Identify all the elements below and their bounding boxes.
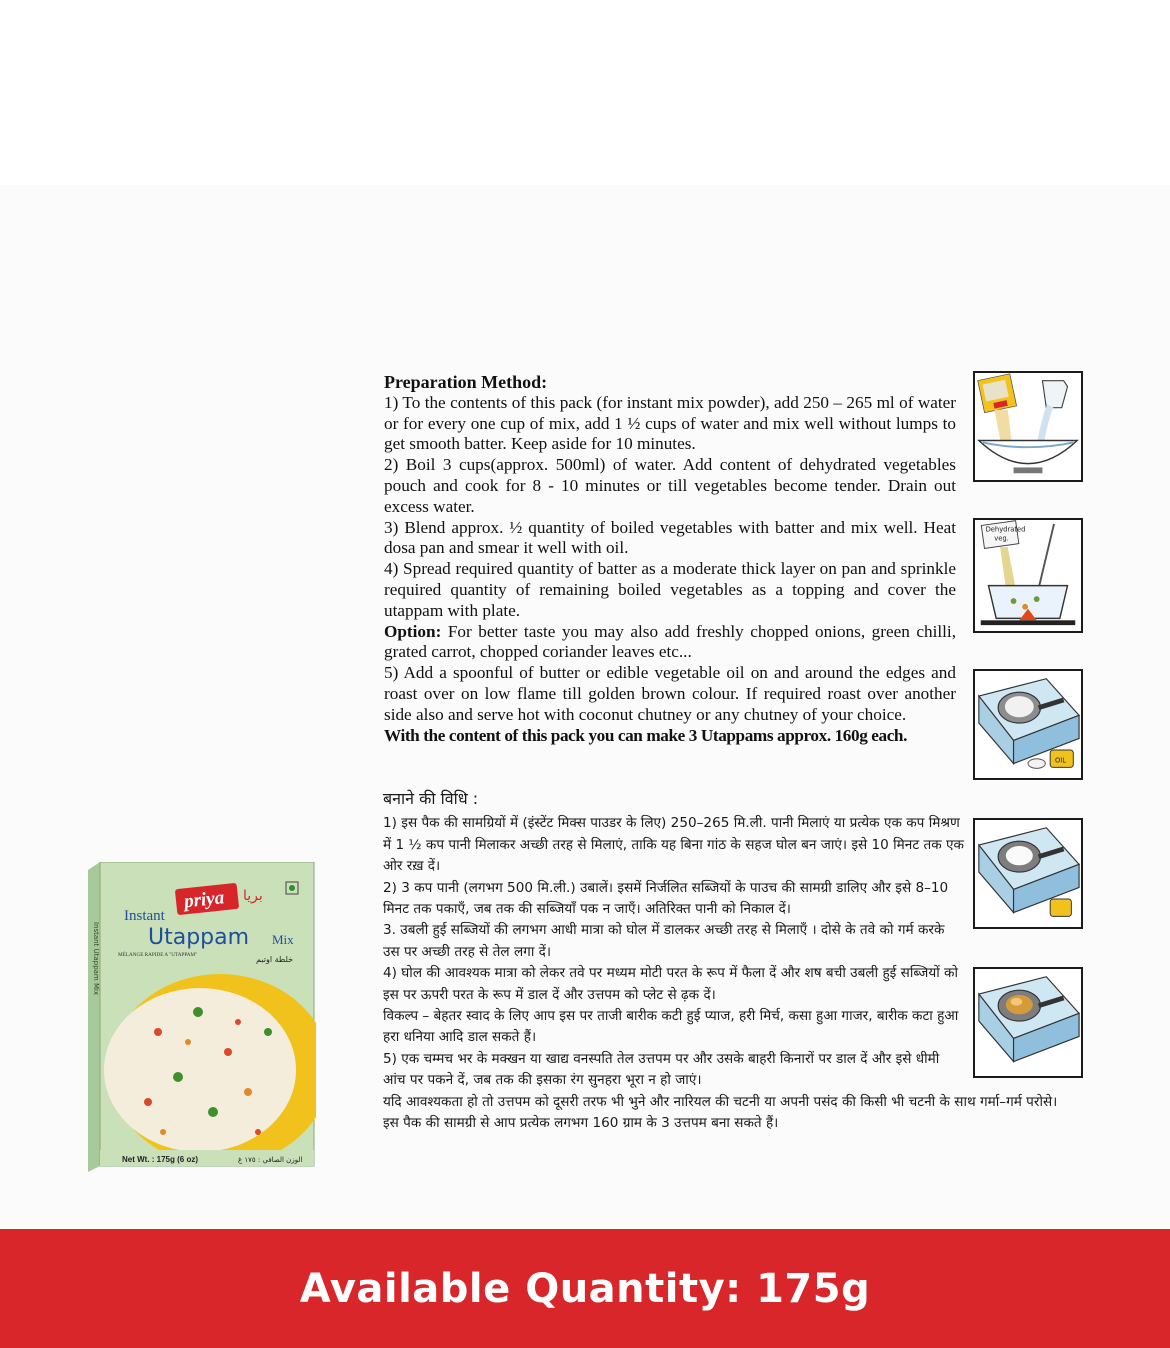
hindi-yield-note: इस पैक की सामग्री से आप प्रत्येक लगभग 160 ग्राम के 3 उत्तपम बना सकते हैं। [383,1115,779,1132]
package-net-weight: Net Wt. : 175g (6 oz) [122,1155,199,1164]
hindi-step-5: 5) एक चम्मच भर के मक्खन या खाद्य वनस्पति तेल उत्तपम पर और उसके बाहरी किनारों पर डाल दें और इसे धीमी आंच पर पकने दें, जब तक की इसका रंग सुनहरा भूरा न हो जाएं। [383,1050,940,1089]
preparation-title: Preparation Method: [384,372,548,392]
pot-boil-icon [975,520,1081,631]
option-text: For better taste you may also add freshly chopped onions, green chilli, grated carrot, chopped coriander leaves etc... [384,621,956,662]
hindi-step-2: 2) 3 कप पानी (लगभग 500 मि.ली.) उबालें। इसमें निर्जलित सब्जियों के पाउच की सामग्री डालिए और इसे 8–10 मिनट तक पकाएँ, जब तक की सब्जियाँ पक न जाएँ। अतिरिक्त पानी को निकाल दें। [383,879,949,918]
hindi-step-1: 1) इस पैक की सामग्रियों में (इंस्टेंट मिक्स पाउडर के लिए) 250–265 मि.ली. पानी मिलाएं या प्रत्येक एक कप मिश्रण में 1 ½ कप पानी मिलाकर अच्छी तरह से मिलाएं, ताकि यह बिना गांठ के सहज घोल बन जाएं। इसे 10 मिनट तक एक ओर रख़ दें। [383,815,964,875]
hindi-option: विकल्प – बेहतर स्वाद के लिए आप इस पर ताजी बारीक कटी हुई प्याज, हरी मिर्च, कसा हुआ गाजर, बारीक कटा हुआ हरा धनिया आदि डाल सकते हैं। [383,1008,959,1046]
english-step-5: 5) Add a spoonful of butter or edible vegetable oil on and around the edges and roast over on low flame till golden brown colour. If required roast over another side also and serve hot with coconut chutney or any chutney of your choice. [384,663,956,724]
english-option [384,622,956,664]
package-side-text: Instant Utappam Mix [92,922,100,996]
pan-golden-icon [975,969,1081,1076]
hindi-step-4: 4) घोल की आवश्यक मात्रा को लेकर तवे पर मध्यम मोटी परत के रूप में फैला दें और शष बची उबली हुई सब्जियों को इस पर ऊपरी परत के रूप में डाल दें और उत्तपम को प्लेट से ढ़क दें। [383,965,959,1003]
brand-logo: priya [183,887,226,913]
english-step-2: 2) Boil 3 cups(approx. 500ml) of water. Add content of dehydrated vegetables pouch and cook for 8 - 10 minutes or till vegetables become tender. Drain out excess water. [384,455,956,516]
roasting-utappam-illustration [973,669,1083,780]
dehydrated-label-2: veg. [994,534,1009,543]
stove-pan-icon [975,671,1081,778]
package-net-weight-arabic: الوزن الصافي : ١٧٥ غ [238,1156,303,1164]
english-step-1: 1) To the contents of this pack (for instant mix powder), add 250 – 265 ml of water or for every one cup of mix, add 1 ½ cups of water and mix well without lumps to get smooth batter. Keep aside for 10 minutes. [384,392,956,454]
hindi-title: बनाने की विधि : [383,789,479,808]
english-preparation-method [384,372,956,746]
spreading-batter-illustration [973,818,1083,929]
bowl-pour-icon [975,373,1081,480]
hindi-step-3: 3. उबली हुई सब्जियों की लगभग आधी मात्रा को घोल में डालकर अच्छी तरह से मिलाएँ । दोसे के तवे को गर्म करके उस पर अच्छी तरह से तेल लगा दें। [383,922,945,960]
oil-label: OIL [1054,756,1067,765]
hindi-step-5-cont: यदि आवश्यकता हो तो उत्तपम को दूसरी तरफ भी भुने और नारियल की चटनी या अपनी पसंद की किसी भी चटनी के साथ गर्मा–गर्म परोसे। [383,1093,1058,1110]
package-name-suffix: Mix [272,932,294,947]
brand-arabic: بريا [243,888,263,904]
product-package [88,862,316,1172]
dehydrated-label-1: Dehydrated [985,525,1026,534]
boiling-vegetables-illustration [973,518,1083,633]
option-label: Option: [384,621,442,641]
available-quantity-text: Available Quantity: 175g [299,1265,871,1312]
english-step-4: 4) Spread required quantity of batter as a moderate thick layer on pan and sprinkle required quantity of remaining boiled vegetables as a topping and cover the utappam with plate. [384,559,956,620]
package-arabic-name: خلطة اوتبم [256,955,294,964]
top-whitespace [0,0,1170,185]
golden-utappam-illustration [973,967,1083,1078]
available-quantity-banner [0,1229,1170,1348]
mixing-batter-illustration [973,371,1083,482]
pan-batter-icon [975,820,1081,927]
package-name-prefix: Instant [124,908,165,924]
english-yield-note: With the content of this pack you can make 3 Utappams approx. 160g each. [384,725,907,745]
package-name-main: Utappam [148,925,250,950]
package-french-line: MÉLANGE RAPIDE A "UTAPPAM" [118,952,198,958]
package-box [88,862,316,1172]
english-step-3: 3) Blend approx. ½ quantity of boiled vegetables with batter and mix well. Heat dosa pan and smear it well with oil. [384,517,956,558]
